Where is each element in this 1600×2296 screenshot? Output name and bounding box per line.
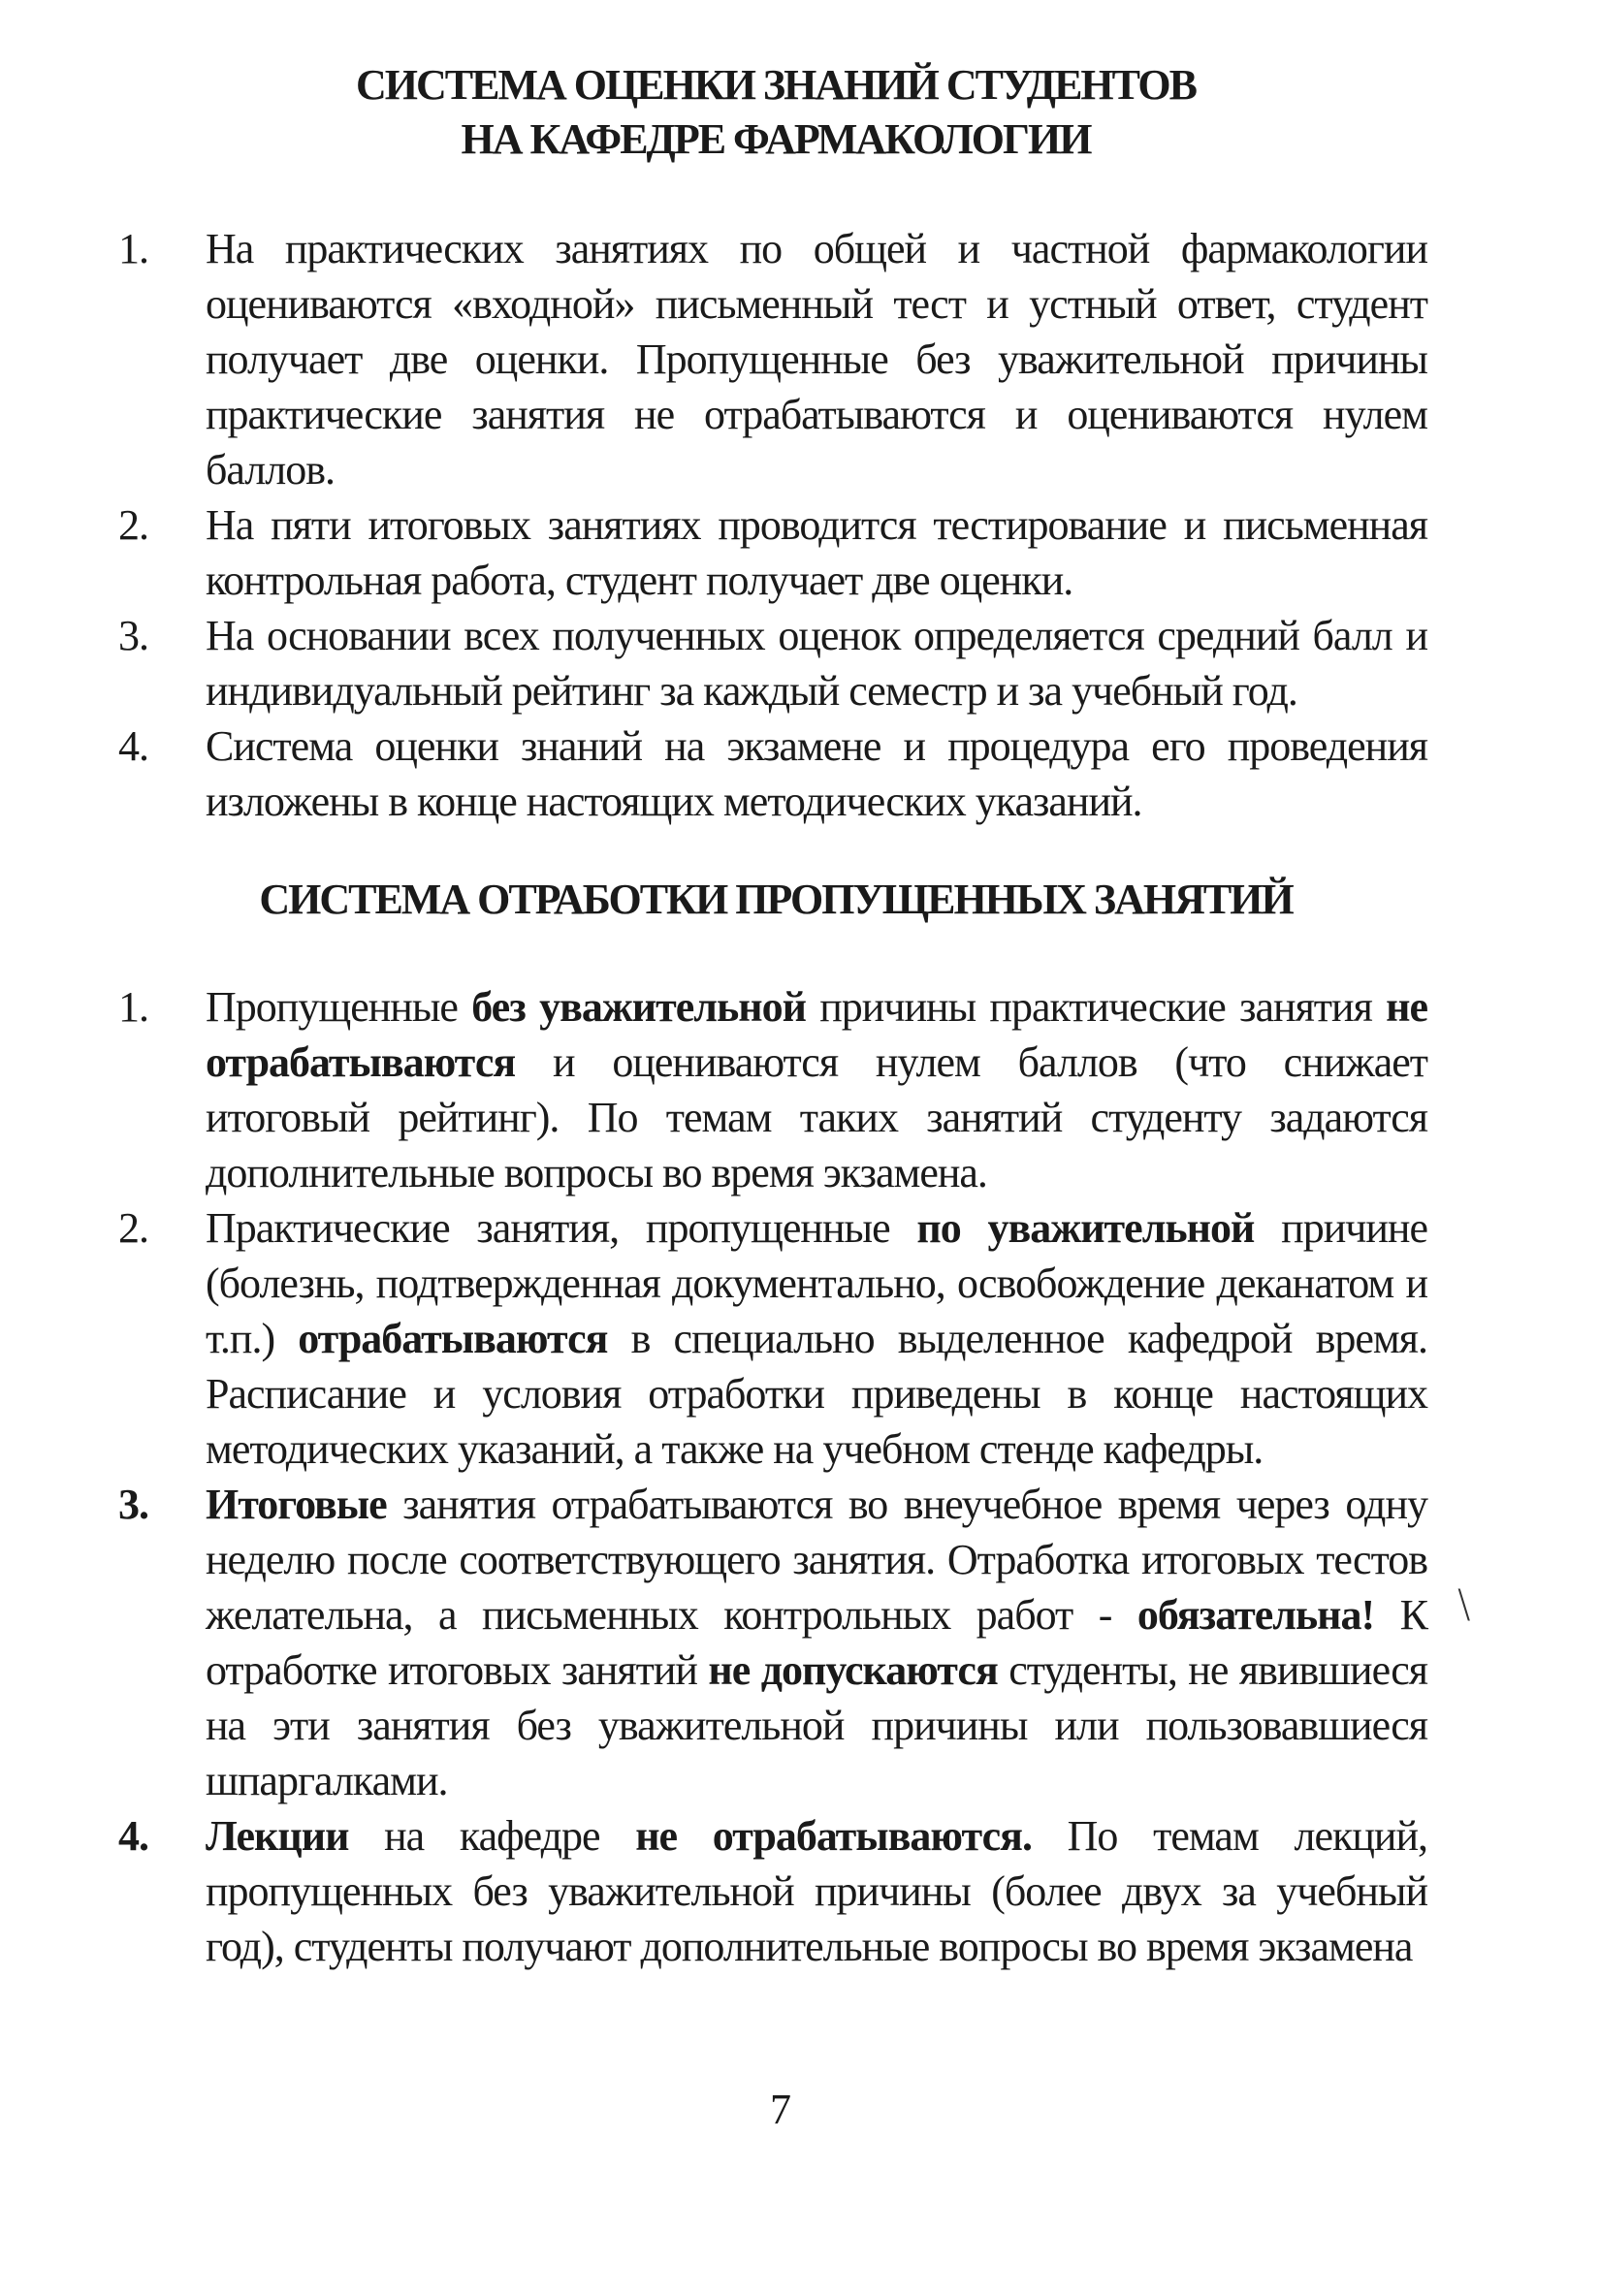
bold-phrase: не допускаются <box>708 1646 998 1694</box>
list-item <box>0 608 1427 718</box>
item-number: 4. <box>118 1812 148 1860</box>
list-item <box>0 1477 1427 1808</box>
item-text: Лекции на кафедре не отрабатываются. По темам лекций, пропущенных без уважительной причины (более двух за учебный год), студенты получают дополнительные вопросы во время экзамена <box>206 1812 1427 1970</box>
section-heading: СИСТЕМА ОТРАБОТКИ ПРОПУЩЕННЫХ ЗАНЯТИЙ <box>259 876 1293 923</box>
list-item <box>0 497 1427 608</box>
bold-phrase: не отрабатываются <box>206 983 1427 1086</box>
bold-phrase: обязательна! <box>1136 1591 1375 1639</box>
main-heading <box>0 58 1552 167</box>
bold-phrase: по уважительной <box>916 1204 1255 1252</box>
item-number: 2. <box>118 501 148 549</box>
item-text: Практические занятия, пропущенные по уважительной причине (болезнь, подтвержденная документально, освобождение деканатом и т.п.) отрабатываются в специально выделенное кафедрой время. Расписание и условия отработки приведены в конце настоящих методических указаний, а также на учебном стенде кафедры. <box>206 1204 1427 1473</box>
list-item <box>0 1200 1427 1477</box>
bold-phrase: Итоговые <box>206 1481 387 1528</box>
bold-phrase: отрабатываются <box>298 1315 608 1362</box>
assessment-system-list <box>0 221 1600 829</box>
main-heading-line-2: НА КАФЕДРЕ ФАРМАКОЛОГИИ <box>461 115 1091 163</box>
bold-phrase: Лекции <box>206 1812 349 1860</box>
item-text: Пропущенные без уважительной причины практические занятия не отрабатываются и оцениваются нулем баллов (что снижает итоговый рейтинг). По темам таких занятий студенту задаются дополнительные вопросы во время экзамена. <box>206 983 1427 1196</box>
item-number: 4. <box>118 722 148 770</box>
item-text: Система оценки знаний на экзамене и процедура его проведения изложены в конце настоящих методических указаний. <box>206 722 1427 825</box>
item-text: На пяти итоговых занятиях проводится тестирование и письменная контрольная работа, студент получает две оценки. <box>206 501 1427 604</box>
item-text: Итоговые занятия отрабатываются во внеучебное время через одну неделю после соответствующего занятия. Отработка итоговых тестов желательна, а письменных контрольных работ - обязательна! К отработке итоговых занятий не допускаются студенты, не явившиеся на эти занятия без уважительной причины или пользовавшиеся шпаргалками. <box>206 1481 1427 1804</box>
list-item <box>0 221 1427 497</box>
list-item <box>0 718 1427 829</box>
main-heading-line-1: СИСТЕМА ОЦЕНКИ ЗНАНИЙ СТУДЕНТОВ <box>356 61 1196 109</box>
item-text: На практических занятиях по общей и частной фармакологии оцениваются «входной» письменный тест и устный ответ, студент получает две оценки. Пропущенные без уважительной причины практические занятия не отрабатываются и оцениваются нулем баллов. <box>206 225 1427 494</box>
bold-phrase: не отрабатываются. <box>635 1812 1032 1860</box>
item-text: На основании всех полученных оценок определяется средний балл и индивидуальный рейтинг за каждый семестр и за учебный год. <box>206 612 1427 715</box>
stray-backslash-mark: \ <box>1457 1582 1471 1627</box>
page-number: 7 <box>770 2086 791 2133</box>
list-item <box>0 1808 1427 1974</box>
bold-phrase: без уважительной <box>471 983 806 1031</box>
item-number: 3. <box>118 1481 148 1528</box>
list-item <box>0 979 1427 1200</box>
item-number: 2. <box>118 1204 148 1252</box>
item-number: 1. <box>118 983 148 1031</box>
item-number: 1. <box>118 225 148 272</box>
makeup-system-list <box>0 979 1600 1974</box>
item-number: 3. <box>118 612 148 659</box>
